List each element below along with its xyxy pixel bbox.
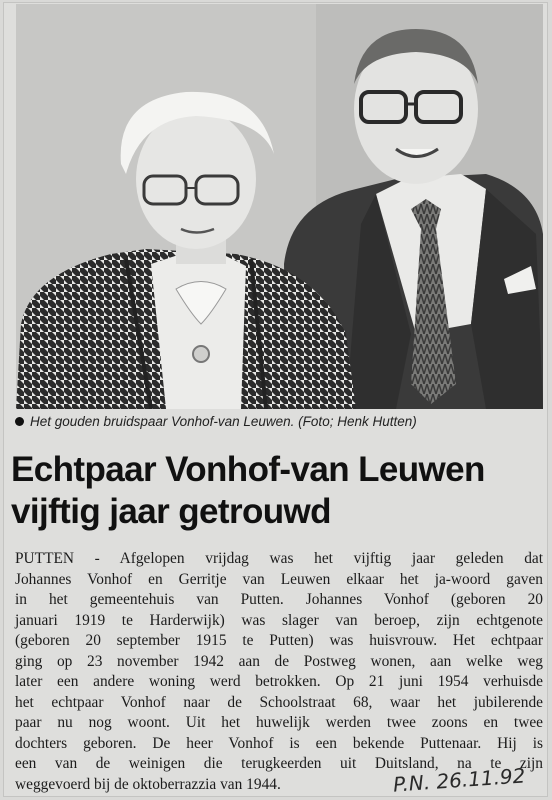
article-line: Johannes Vonhof en Gerritje van Leuwen elkaar het ja-woord gaven xyxy=(15,570,543,588)
article-line: (geboren 20 september 1915 te Putten) was huisvrouw. Het echtpaar xyxy=(15,632,543,649)
headline-line-1: Echtpaar Vonhof-van Leuwen xyxy=(11,450,485,489)
article-line: PUTTEN - Afgelopen vrijdag was het vijftig jaar geleden dat xyxy=(15,550,543,567)
article-line: het echtpaar Vonhof naar de Schoolstraat 68, waar het jubilerende xyxy=(15,693,543,711)
headline-line-2: vijftig jaar getrouwd xyxy=(11,492,331,531)
headline xyxy=(11,449,551,533)
article-body xyxy=(15,549,543,795)
article-line: dochters geboren. De heer Vonhof is een bekende Puttenaar. Hij is xyxy=(15,734,543,752)
handwritten-note: P.N. 26.11.92 xyxy=(392,763,527,797)
article-line: januari 1919 te Harderwijk) was slager van beroep, zijn echtgenote xyxy=(15,611,543,629)
photo-caption-text: Het gouden bruidspaar Vonhof-van Leuwen. (Foto; Henk Hutten) xyxy=(30,414,417,429)
article-line: ging op 23 november 1942 aan de Postweg wonen, aan welke weg xyxy=(15,652,543,670)
bullet-icon xyxy=(15,417,24,426)
article-line: weggevoerd bij de oktoberrazzia van 1944. xyxy=(15,775,281,793)
article-line: een van de weinigen die terugkeerden uit Duitsland, na te zijn xyxy=(15,755,543,772)
article-line: paar nu nog woont. Uit het huwelijk werden twee zoons en twee xyxy=(15,714,543,731)
couple-photo xyxy=(16,4,543,409)
couple-photo-illustration xyxy=(16,4,543,409)
newspaper-clipping xyxy=(3,2,548,797)
article-line: later een andere woning werd betrokken. Op 21 juni 1954 verhuisde xyxy=(15,673,543,690)
photo-caption xyxy=(15,414,545,429)
article-line: in het gemeentehuis van Putten. Johannes Vonhof (geboren 20 xyxy=(15,591,543,608)
